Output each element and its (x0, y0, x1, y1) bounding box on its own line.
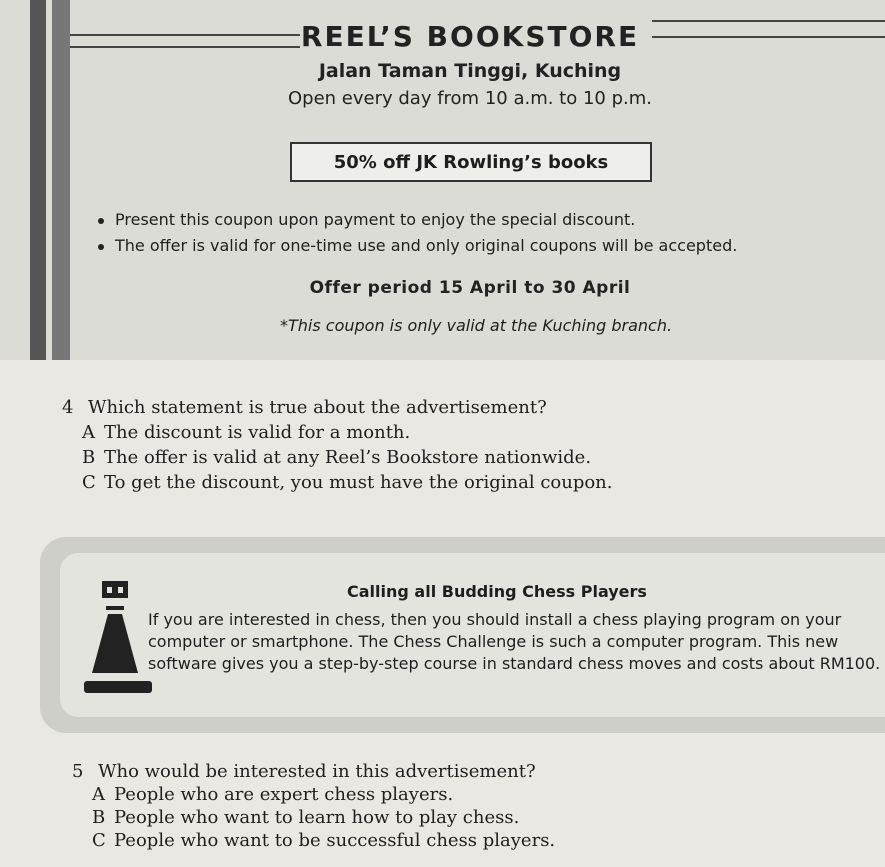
chess-ad-body: If you are interested in chess, then you should install a chess playing program on your computer or smartphone. The Chess Challenge is such a computer program. This new software gives you a step-by-step course in standard chess moves and costs about RM100. (148, 610, 881, 673)
chess-rook-icon (72, 581, 152, 701)
coupon-title: REEL’S BOOKSTORE (300, 20, 640, 53)
chess-advertisement (40, 537, 885, 733)
promo-text: 50% off JK Rowling’s books (333, 151, 609, 173)
chess-ad-title: Calling all Budding Chess Players (347, 582, 647, 601)
option-a[interactable] (82, 422, 410, 443)
option-c[interactable] (82, 472, 613, 493)
offer-period: Offer period 15 April to 30 April (309, 278, 631, 298)
question-number: 4 (62, 397, 74, 418)
question-number: 5 (72, 761, 84, 782)
option-b[interactable] (92, 807, 519, 828)
bookstore-coupon (0, 0, 885, 360)
coupon-terms-list (95, 210, 737, 262)
option-text: People who want to learn how to play chess. (114, 807, 520, 828)
option-text: To get the discount, you must have the original coupon. (104, 472, 613, 493)
option-letter: B (82, 447, 96, 468)
option-text: People who want to be successful chess players. (114, 830, 556, 851)
question-stem: Who would be interested in this advertisement? (98, 761, 536, 782)
question-stem: Which statement is true about the advertisement? (88, 397, 547, 418)
option-letter: B (92, 807, 106, 828)
coupon-border-bar (30, 0, 46, 360)
option-c[interactable] (92, 830, 555, 851)
option-text: People who are expert chess players. (114, 784, 454, 805)
coupon-term: The offer is valid for one-time use and only original coupons will be accepted. (95, 236, 737, 262)
option-letter: C (92, 830, 106, 851)
coupon-border-bar (52, 0, 70, 360)
option-letter: C (82, 472, 96, 493)
promo-box (290, 142, 652, 182)
option-text: The offer is valid at any Reel’s Bookstore nationwide. (104, 447, 592, 468)
coupon-address: Jalan Taman Tinggi, Kuching (318, 60, 622, 82)
option-letter: A (92, 784, 105, 805)
coupon-hours: Open every day from 10 a.m. to 10 p.m. (288, 88, 652, 109)
option-letter: A (82, 422, 95, 443)
option-text: The discount is valid for a month. (104, 422, 411, 443)
coupon-note: *This coupon is only valid at the Kuching branch. (280, 316, 673, 335)
option-b[interactable] (82, 447, 591, 468)
chess-ad-panel (60, 553, 885, 717)
coupon-term: Present this coupon upon payment to enjoy the special discount. (95, 210, 737, 236)
option-a[interactable] (92, 784, 453, 805)
